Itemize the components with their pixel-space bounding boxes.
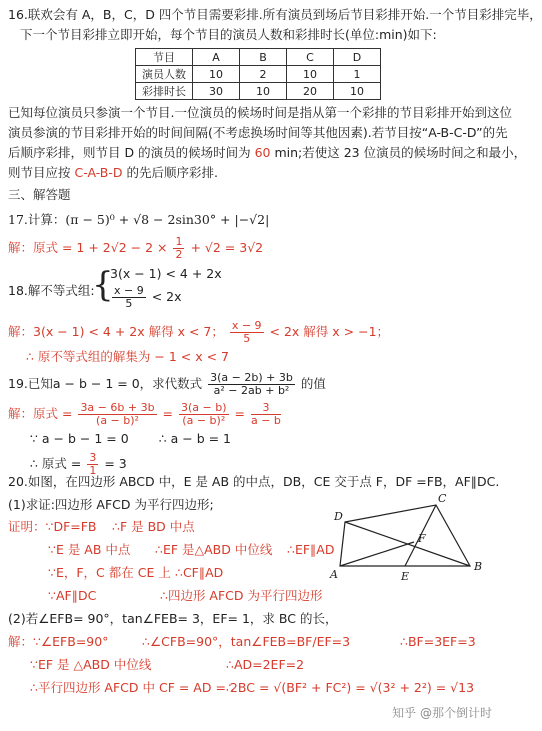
label-e: E bbox=[401, 570, 410, 583]
numerator: 3 bbox=[89, 451, 97, 464]
numerator: 3 bbox=[251, 402, 281, 415]
q20-line2: (1)求证:四边形 AFCD 为平行四边形; bbox=[8, 497, 214, 512]
q16-table bbox=[135, 48, 381, 100]
q20-line1: 20.如图，在四边形 ABCD 中，E 是 AB 的中点，DB，CE 交于点 F，DF =FB，AF∥DC. bbox=[8, 474, 500, 489]
denominator: 5 bbox=[243, 332, 251, 345]
q19-question-pre: 19.已知a − b − 1 = 0，求代数式 bbox=[8, 376, 203, 391]
table-cell: B bbox=[240, 49, 287, 66]
q19-question-post: 的值 bbox=[300, 376, 326, 391]
q20-proof-1b: ∴F 是 BD 中点 bbox=[112, 519, 195, 534]
denominator: a² − 2ab + b² bbox=[213, 384, 290, 397]
q18-system-1: 3(x − 1) < 4 + 2x bbox=[110, 266, 222, 281]
quadrilateral-figure bbox=[330, 490, 490, 586]
q16-text: 则节目应按 bbox=[8, 165, 71, 180]
q19-question bbox=[8, 372, 326, 397]
q17-question: 17.计算：(π − 5)⁰ + √8 − 2sin30° + |−√2| bbox=[8, 212, 270, 227]
q19-step3-post: = 3 bbox=[104, 456, 127, 471]
numerator: x − 9 bbox=[114, 284, 144, 297]
q17-answer-pre: 解：原式 = 1 + 2√2 − 2 × bbox=[8, 240, 168, 255]
denominator: (a − b)² bbox=[96, 414, 139, 427]
q16-para3 bbox=[8, 144, 526, 162]
numerator: 1 bbox=[175, 235, 183, 248]
q16-line2: 下一个节目彩排立即开始，每个节目的演员人数和彩排时长(单位:min)如下: bbox=[20, 27, 437, 42]
q20-proof-2a: ∵E 是 AB 中点 bbox=[48, 542, 131, 557]
table-cell: 节目 bbox=[136, 49, 193, 66]
q19-step2 bbox=[30, 430, 231, 448]
q17-answer-post: + √2 = 3√2 bbox=[190, 240, 264, 255]
q16-para2: 演员参演的节目彩排开始的时间间隔(不考虑换场时间等其他因素).若节目按“A-B-C-D”的先 bbox=[8, 125, 508, 140]
q19-step2a: ∵ a − b − 1 = 0 bbox=[30, 431, 129, 446]
q19-answer-pre: 解：原式 = bbox=[8, 406, 73, 421]
section-title: 三、解答题 bbox=[8, 187, 71, 202]
q19-step3-pre: ∴ 原式 = bbox=[30, 456, 82, 471]
table-cell: C bbox=[287, 49, 334, 66]
label-a: A bbox=[330, 568, 338, 581]
table-cell: D bbox=[334, 49, 381, 66]
q20-sol-2a: ∵EF 是 △ABD 中位线 bbox=[30, 657, 152, 672]
fraction bbox=[112, 285, 146, 310]
q20-sol-3b: ∴ BC = √(BF² + FC²) = √(3² + 2²) = √13 bbox=[226, 680, 475, 695]
label-d: D bbox=[334, 510, 343, 523]
denominator: (a − b)² bbox=[182, 414, 226, 427]
label-f: F bbox=[418, 532, 426, 545]
q20-proof-4a: ∵AF∥DC bbox=[48, 588, 97, 603]
q18-solution-set: ∴ 原不等式组的解集为 − 1 < x < 7 bbox=[26, 349, 229, 364]
brace-icon: { bbox=[92, 265, 114, 305]
q20-proof-3a: ∵E，F，C 都在 CE 上 bbox=[48, 565, 171, 580]
table-cell: A bbox=[193, 49, 240, 66]
table-cell: 10 bbox=[334, 83, 381, 100]
q16-para1: 已知每位演员只参演一个节目.一位演员的候场时间是指从第一个彩排的节目彩排开始到这位 bbox=[8, 105, 512, 120]
denominator: 2 bbox=[175, 248, 183, 261]
q20-sol-1c: ∴BF=3EF=3 bbox=[400, 634, 476, 649]
q20-sol-2b: ∴AD=2EF=2 bbox=[226, 657, 305, 672]
q16-answer-1: 60 bbox=[254, 145, 271, 160]
q18-answer-2: < 2x 解得 x > −1； bbox=[269, 324, 390, 339]
q18-answer bbox=[8, 320, 389, 345]
q18-system-2-post: < 2x bbox=[151, 289, 182, 304]
fraction bbox=[78, 402, 156, 427]
numerator: 3a − 6b + 3b bbox=[80, 401, 155, 414]
q20-sol-1a: 解：∵∠EFB=90° bbox=[8, 634, 109, 649]
q16-line1: 16.联欢会有 A，B，C，D 四个节目需要彩排.所有演员到场后节目彩排开始.一个节目彩排完毕， bbox=[8, 7, 542, 22]
q16-text: 后顺序彩排，则节目 D 的演员的候场时间为 bbox=[8, 145, 251, 160]
fraction bbox=[173, 236, 184, 261]
q20-proof-4b: ∴四边形 AFCD 为平行四边形 bbox=[160, 588, 323, 603]
numerator: 3(a − 2b) + 3b bbox=[210, 371, 293, 384]
q20-sol-1b: ∴∠CFB=90°，tan∠FEB=BF/EF=3 bbox=[142, 634, 351, 649]
fraction bbox=[179, 402, 229, 427]
numerator: x − 9 bbox=[231, 319, 262, 332]
q16-text: 的先后顺序彩排. bbox=[126, 165, 218, 180]
fraction bbox=[208, 372, 295, 397]
table-cell: 10 bbox=[193, 66, 240, 83]
q17-answer bbox=[8, 236, 263, 261]
denominator: 5 bbox=[125, 297, 133, 310]
label-b: B bbox=[474, 560, 483, 573]
table-cell: 演员人数 bbox=[136, 66, 193, 83]
denominator: 1 bbox=[89, 464, 97, 477]
q16-para4 bbox=[8, 164, 218, 182]
table-cell: 20 bbox=[287, 83, 334, 100]
numerator: 3(a − b) bbox=[181, 401, 227, 414]
segment-af bbox=[340, 542, 414, 566]
q18-answer-1: 解：3(x − 1) < 4 + 2x 解得 x < 7； bbox=[8, 324, 224, 339]
q20-proof-3b: ∴CF∥AD bbox=[175, 565, 224, 580]
q18-system-2 bbox=[110, 285, 182, 310]
q20-proof-1a: 证明：∵DF=FB bbox=[8, 519, 97, 534]
table-cell: 彩排时长 bbox=[136, 83, 193, 100]
table-cell: 10 bbox=[287, 66, 334, 83]
q20-part2: (2)若∠EFB= 90°，tan∠FEB= 3，EF= 1，求 BC 的长， bbox=[8, 611, 338, 626]
fraction bbox=[230, 320, 264, 345]
quadrilateral-outline bbox=[340, 505, 470, 566]
denominator: a − b bbox=[250, 414, 281, 427]
q19-step2b: ∴ a − b = 1 bbox=[158, 431, 232, 446]
q20-proof-2c: ∴EF∥AD bbox=[287, 542, 335, 557]
table-cell: 2 bbox=[240, 66, 287, 83]
q20-proof-2b: ∴EF 是△ABD 中位线 bbox=[155, 542, 273, 557]
q16-answer-2: C-A-B-D bbox=[74, 165, 123, 180]
table-cell: 1 bbox=[334, 66, 381, 83]
q18-question: 18.解不等式组: bbox=[8, 283, 95, 298]
q16-text: min;若使这 23 位演员的候场时间之和最小， bbox=[274, 145, 527, 160]
table-cell: 30 bbox=[193, 83, 240, 100]
q19-answer: 解：原式 = $\frac{3a - 6b + 3b}{\text{(a − b)²}}$ = $\frac{3(a - b)}{\text{(a − b)²}}$ = $\frac{3}{a - b}$ bbox=[8, 401, 281, 427]
label-c: C bbox=[438, 492, 447, 505]
fraction bbox=[251, 402, 281, 427]
table-cell: 10 bbox=[240, 83, 287, 100]
q20-sol-3a: ∴平行四边形 AFCD 中 CF = AD = 2 bbox=[30, 680, 238, 695]
watermark: 知乎 @那个倒计时 bbox=[392, 706, 492, 720]
